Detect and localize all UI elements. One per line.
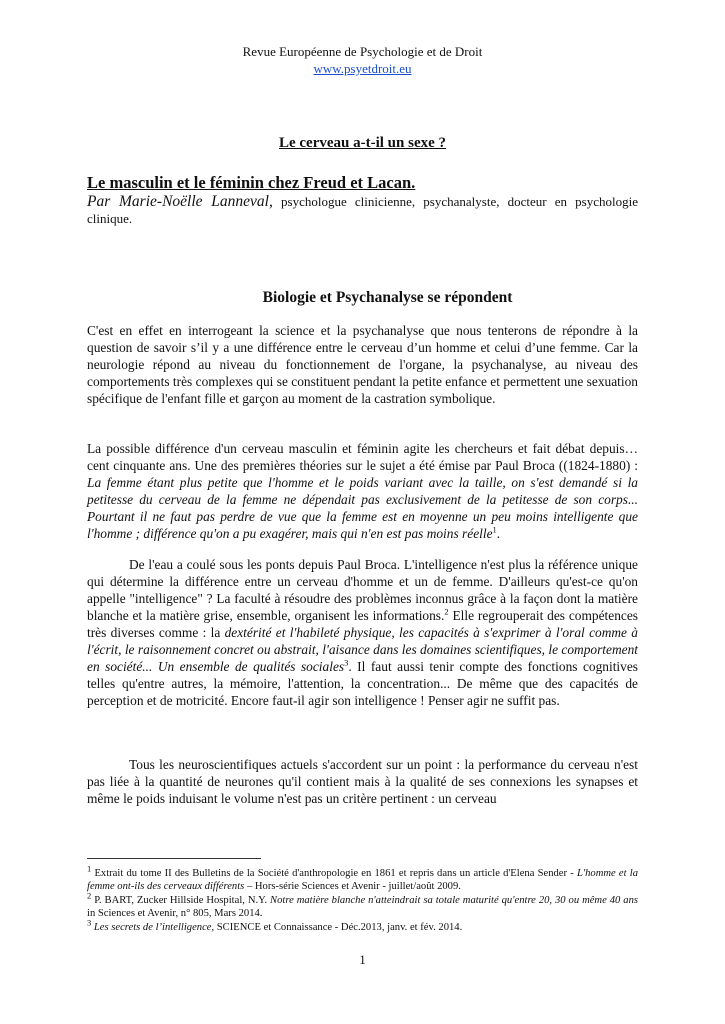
intelligence-quote: dextérité et l'habileté physique, les capacités à s'exprimer à l'oral comme à l'écrit, le raisonnement concret ou abstrait, l'aisance dans les domaines scientifiques, le comportement en société... Un ensemble de qualités sociales — [87, 625, 639, 674]
broca-text: La possible différence d'un cerveau masculin et féminin agite les chercheurs et fait débat depuis… cent cinquante ans. Une des premières théories sur le sujet a été émise par Paul Broca ((1824-1880) : — [87, 441, 638, 473]
journal-header-link-wrap — [0, 61, 725, 77]
intelligence-text-c: . Il faut aussi tenir compte des fonctions cognitives telles qu'entre autres, la mémoire, l'attention, la concentration... De même que des capacités de perception et de motricité. Encore faut-il agir son intelligence ! Penser agir ne suffit pas. — [87, 659, 638, 708]
paragraph-intelligence — [87, 556, 638, 709]
article-subtitle: Le masculin et le féminin chez Freud et Lacan. — [87, 173, 416, 192]
broca-quote: La femme étant plus petite que l'homme et le poids variant avec la taille, on s'est demandé si la petitesse du cerveau de la femme ne dépendait pas exclusivement de la petitesse de son corps... Pourtant il ne faut pas perdre de vue que la femme est en moyenne un peu moins intelligente que l'homme ; différence qu'on a pu exagérer, mais qui n'en est pas moins réelle — [87, 475, 638, 541]
footnote-2-title: Notre matière blanche n'atteindrait sa totale maturité qu'entre 20, 30 ou même 40 ans — [270, 895, 638, 906]
footnote-ref-2[interactable]: 2 — [444, 606, 449, 617]
footnote-2-number: 2 — [87, 890, 92, 901]
footnote-ref-1[interactable]: 1 — [492, 524, 497, 535]
broca-end: . — [496, 526, 501, 541]
page-number: 1 — [359, 952, 366, 967]
section-heading: Biologie et Psychanalyse se répondent — [262, 289, 513, 306]
paragraph-broca — [87, 440, 638, 542]
footnote-2-source: in Sciences et Avenir, n° 805, Mars 2014. — [87, 908, 263, 919]
paragraph-intro: C'est en effet en interrogeant la science et la psychanalyse que nous tenterons de répondre à la question de savoir s’il y a une différence entre le cerveau d’un homme et celui d’une femme. Car la neurologie répond au niveau du fonctionnement de l'organe, la psychanalyse, au niveau des comportements très complexes qui se constituent pendant la petite enfance et permettent une sexuation spécifique de l'enfant fille et garçon au moment de la castration symbolique. — [87, 323, 638, 406]
footnote-1-text: Extrait du tome II des Bulletins de la Société d'anthropologie en 1861 et repris dans un article d'Elena Sender - — [91, 868, 577, 879]
footnote-3-title: Les secrets de l’intelligence, — [91, 922, 215, 933]
intelligence-text-b: Elle regrouperait des compétences très diverses comme : la — [87, 608, 639, 640]
footnote-divider — [87, 858, 261, 859]
footnote-3-source: SCIENCE et Connaissance - Déc.2013, janv. et fév. 2014. — [214, 922, 463, 933]
footnote-1-number: 1 — [87, 863, 92, 874]
author-line — [87, 193, 638, 227]
intelligence-text-a: De l'eau a coulé sous les ponts depuis Paul Broca. L'intelligence n'est plus la référence unique qui détermine la différence entre un cerveau d'homme et un de femme. D'ailleurs qu'est-ce qu'on appelle "intelligence" ? La faculté à résoudre des problèmes inconnus grâce à la façon dont la matière blanche et la matière grise, ensemble, organisent les informations. — [87, 557, 638, 623]
footnote-1-title: L'homme et la femme ont-ils des cerveaux différents — [87, 868, 638, 892]
footnote-2-text: P. BART, Zucker Hillside Hospital, N.Y. — [91, 895, 271, 906]
journal-name: Revue Européenne de Psychologie et de Droit — [242, 44, 483, 59]
article-title: Le cerveau a-t-il un sexe ? — [278, 135, 447, 151]
footnote-3 — [87, 917, 638, 934]
author-name: Par Marie-Noëlle Lanneval, — [87, 193, 273, 210]
journal-website-link[interactable]: www.psyetdroit.eu — [313, 61, 412, 76]
author-description: psychologue clinicienne, psychanalyste, docteur en psychologie clinique. — [87, 194, 638, 226]
footnote-ref-3[interactable]: 3 — [344, 657, 349, 668]
footnote-2 — [87, 890, 638, 920]
footnote-3-number: 3 — [87, 917, 92, 928]
footnote-1-source: – Hors-série Sciences et Avenir - juillet/août 2009. — [244, 881, 461, 892]
paragraph-neuroscience: Tous les neuroscientifiques actuels s'accordent sur un point : la performance du cerveau n'est pas liée à la quantité de neurones qu'il contient mais à la qualité de ses connexions les synapses et même le poids induisant le volume n'est pas un critère pertinent : un cerveau — [87, 757, 638, 806]
footnote-1 — [87, 863, 638, 893]
